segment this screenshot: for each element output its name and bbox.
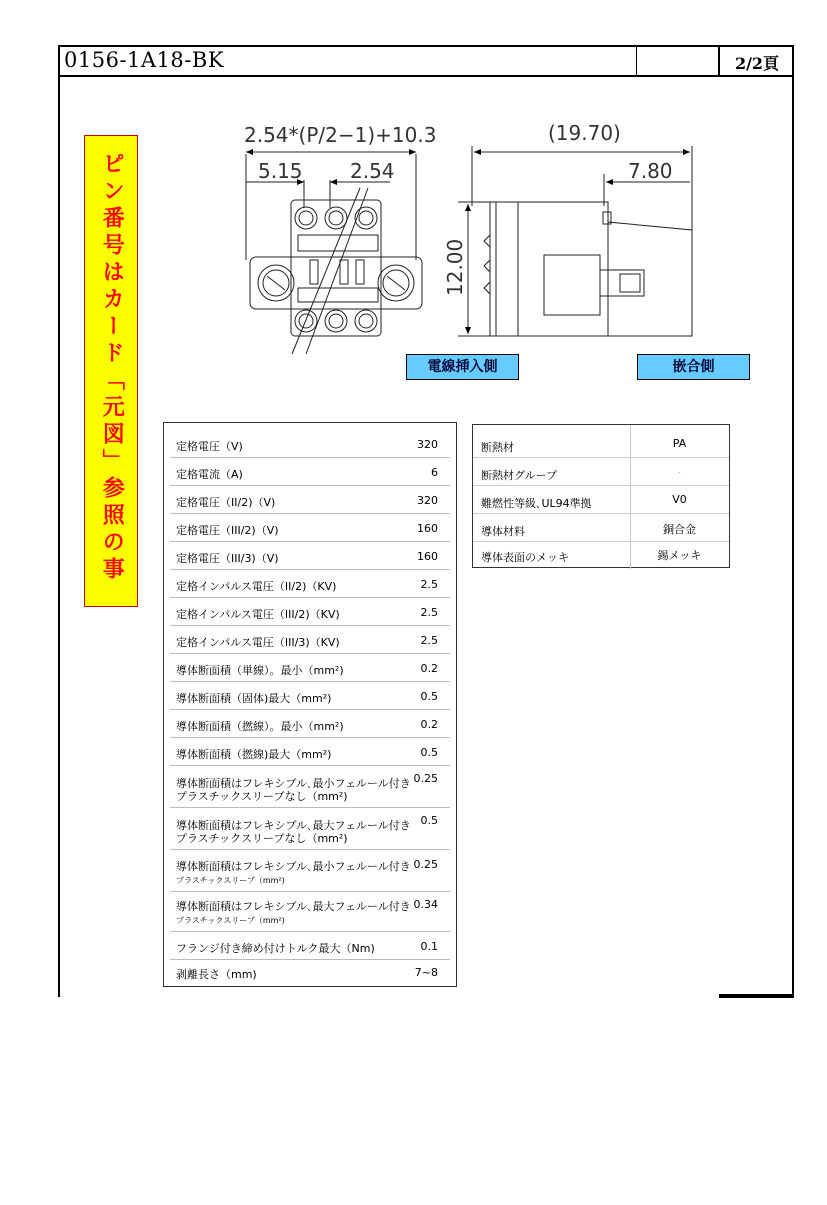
material-row: 導体材料 銅合金 xyxy=(473,513,729,542)
material-spec-table xyxy=(472,424,730,568)
frame-corner-mark xyxy=(719,994,794,998)
electrical-spec-table xyxy=(163,422,457,987)
spec-row: 定格電圧（III/3)（V) 160 xyxy=(170,541,450,570)
spec-row: フランジ付き締め付けトルク最大（Nm) 0.1 xyxy=(170,931,450,960)
spec-row: 導体断面積はフレキシブル､最大フェルール付き プラスチックスリーブなし（mm²) 0.5 xyxy=(170,807,450,850)
spec-row: 剥離長さ（mm) 7~8 xyxy=(176,966,438,981)
spec-row: 定格電圧（II/2)（V) 320 xyxy=(170,485,450,514)
material-row: 断熱材 PA xyxy=(473,429,729,458)
frame-border-left xyxy=(58,77,60,997)
spec-row: 定格電圧（III/2)（V) 160 xyxy=(170,513,450,542)
material-row: 断熱材グループ - xyxy=(473,457,729,486)
title-divider xyxy=(636,45,637,77)
spec-row: 導体断面積（撚線)最大（mm²) 0.5 xyxy=(170,737,450,766)
title-divider xyxy=(718,45,720,77)
dim-2-54: 2.54 xyxy=(350,159,395,183)
spec-row: 定格電流（A) 6 xyxy=(170,457,450,486)
material-row: 難燃性等級､UL94準拠 V0 xyxy=(473,485,729,514)
pin-number-note xyxy=(84,135,138,607)
dim-5-15: 5.15 xyxy=(258,159,303,183)
wire-insertion-side-label: 電線挿入側 xyxy=(406,354,519,380)
spec-row: 定格インパルス電圧（II/2)（KV) 2.5 xyxy=(170,569,450,598)
mating-side-label: 嵌合側 xyxy=(637,354,750,380)
material-row: 導体表面のメッキ 錫メッキ xyxy=(481,549,702,564)
spec-row: 導体断面積はフレキシブル､最小フェルール付き プラスチックスリーブ（mm²) 0.25 xyxy=(170,849,450,892)
spec-row: 導体断面積（単線）。最小（mm²) 0.2 xyxy=(170,653,450,682)
dim-7-80: 7.80 xyxy=(628,159,673,183)
dim-12-00: 12.00 xyxy=(443,238,467,296)
page-number: 2/2頁 xyxy=(734,54,780,73)
part-number: 0156-1A18-BK xyxy=(64,48,225,72)
spec-row: 定格電圧（V) 320 xyxy=(170,431,450,458)
spec-row: 定格インパルス電圧（III/2)（KV) 2.5 xyxy=(170,597,450,626)
spec-row: 導体断面積はフレキシブル､最小フェルール付き プラスチックスリーブなし（mm²) 0.25 xyxy=(170,765,450,808)
spec-row: 導体断面積（固体)最大（mm²) 0.5 xyxy=(170,681,450,710)
frame-border-right xyxy=(792,77,794,997)
spec-row: 導体断面積（撚線）。最小（mm²) 0.2 xyxy=(170,709,450,738)
dim-pitch-formula: 2.54*(P/2−1)+10.3 xyxy=(244,123,437,147)
spec-row: 定格インパルス電圧（III/3)（KV) 2.5 xyxy=(170,625,450,654)
pin-number-note-text: ピン番号はカード「元図」参照の事 xyxy=(99,152,125,584)
spec-row: 導体断面積はフレキシブル､最大フェルール付き プラスチックスリーブ（mm²) 0.34 xyxy=(170,891,450,932)
dim-19-70: (19.70) xyxy=(548,121,621,145)
connector-drawing xyxy=(200,110,700,360)
